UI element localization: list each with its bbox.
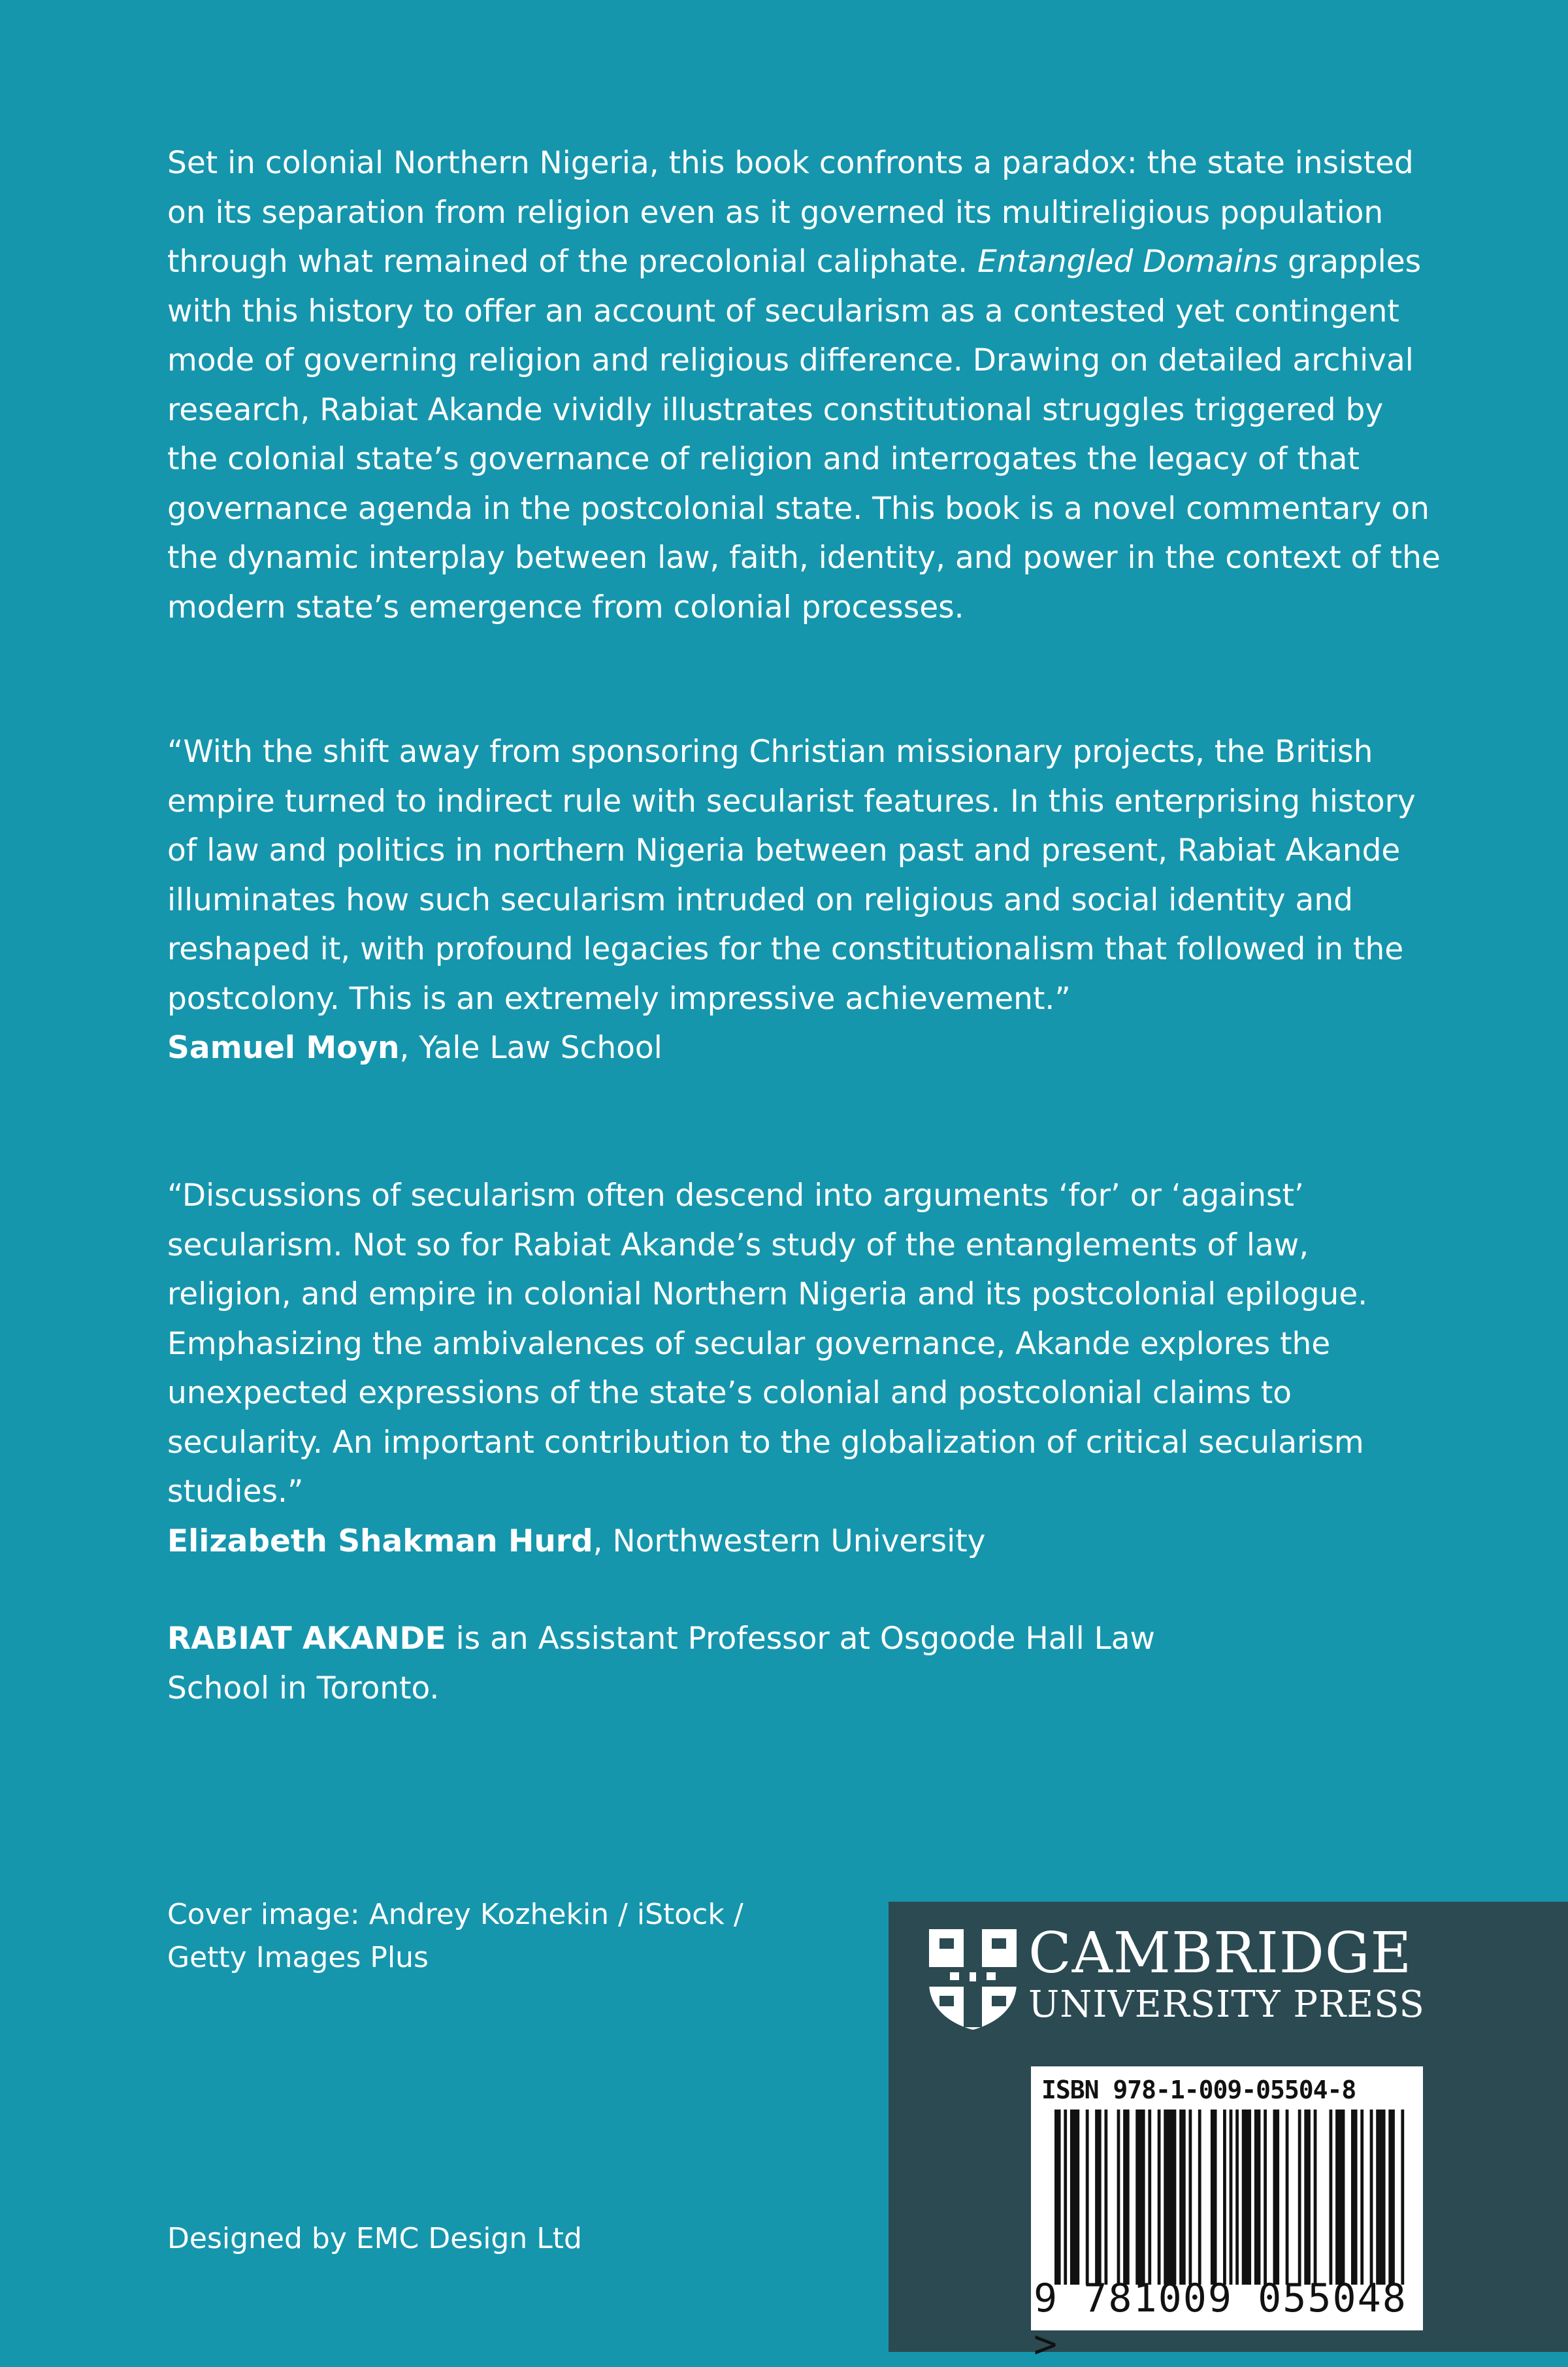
author-bio-text: is an Assistant Professor at Osgoode Hall Law School in Toronto. — [167, 1621, 1155, 1706]
endorsement-hurd — [167, 1171, 1441, 1566]
blurb-lead: Set in colonial Northern Nigeria, this book confronts a paradox: the state insisted on its separation from religion even as it governed its multireligious population through what remained of the precolonial caliphate. — [167, 145, 1414, 280]
endorsement-moyn — [167, 727, 1441, 1073]
barcode-block — [1031, 2066, 1423, 2367]
endorsement-affiliation: , Northwestern University — [593, 1523, 986, 1559]
cover-credit-line2: Getty Images Plus — [167, 1941, 429, 1974]
author-bio — [167, 1614, 1239, 1713]
endorsement-text: “With the shift away from sponsoring Christian missionary projects, the British empire turned to indirect rule with secularist features. In this enterprising history of law and politics in northern Nigeria between past and present, Rabiat Akande illuminates how such secularism intruded on religious and social identity and reshaped it, with profound legacies for the constitutionalism that followed in the postcolony. This is an extremely impressive achievement.” — [167, 734, 1416, 1017]
blurb-book-title: Entangled Domains — [977, 244, 1279, 280]
endorsement-text: “Discussions of secularism often descend into arguments ‘for’ or ‘against’ secularism. Not so for Rabiat Akande’s study of the entanglements of law, religion, and empire in colonial Northern Nigeria and its postcolonial epilogue. Emphasizing the ambivalences of secular governance, Akande explores the unexpected expressions of the state’s colonial and postcolonial claims to secularity. An important contribution to the globalization of critical secularism studies.” — [167, 1178, 1368, 1510]
barcode-bars — [1054, 2110, 1407, 2285]
endorsement-author: Samuel Moyn — [167, 1030, 400, 1066]
blurb-rest: grapples with this history to offer an account of secularism as a contested yet contingent mode of governing religion and religious difference. Drawing on detailed archival research, Rabiat Akande vividly illustrates constitutional struggles triggered by the colonial state’s governance of religion and interrogates the legacy of that governance agenda in the postcolonial state. This book is a novel commentary on the dynamic interplay between law, faith, identity, and power in the context of the modern state’s emergence from colonial processes. — [167, 244, 1441, 625]
cambridge-shield-icon — [926, 1927, 1019, 2031]
cover-credit-line1: Cover image: Andrey Kozhekin / iStock / — [167, 1898, 743, 1931]
author-name: RABIAT AKANDE — [167, 1621, 446, 1657]
barcode-digits: 9 781009 055048 > — [1034, 2276, 1407, 2367]
endorsement-author: Elizabeth Shakman Hurd — [167, 1523, 593, 1559]
publisher-panel — [889, 1902, 1568, 2367]
cover-image-credit — [167, 1893, 743, 1979]
publisher-name — [1028, 1923, 1425, 2026]
designer-credit: Designed by EMC Design Ltd — [167, 2222, 582, 2255]
book-blurb — [167, 139, 1441, 632]
isbn-label: ISBN 978-1-009-05504-8 — [1041, 2076, 1356, 2104]
publisher-name-line1: CAMBRIDGE — [1028, 1921, 1413, 1986]
endorsement-affiliation: , Yale Law School — [399, 1030, 662, 1066]
publisher-name-line2: UNIVERSITY PRESS — [1028, 1983, 1425, 2026]
